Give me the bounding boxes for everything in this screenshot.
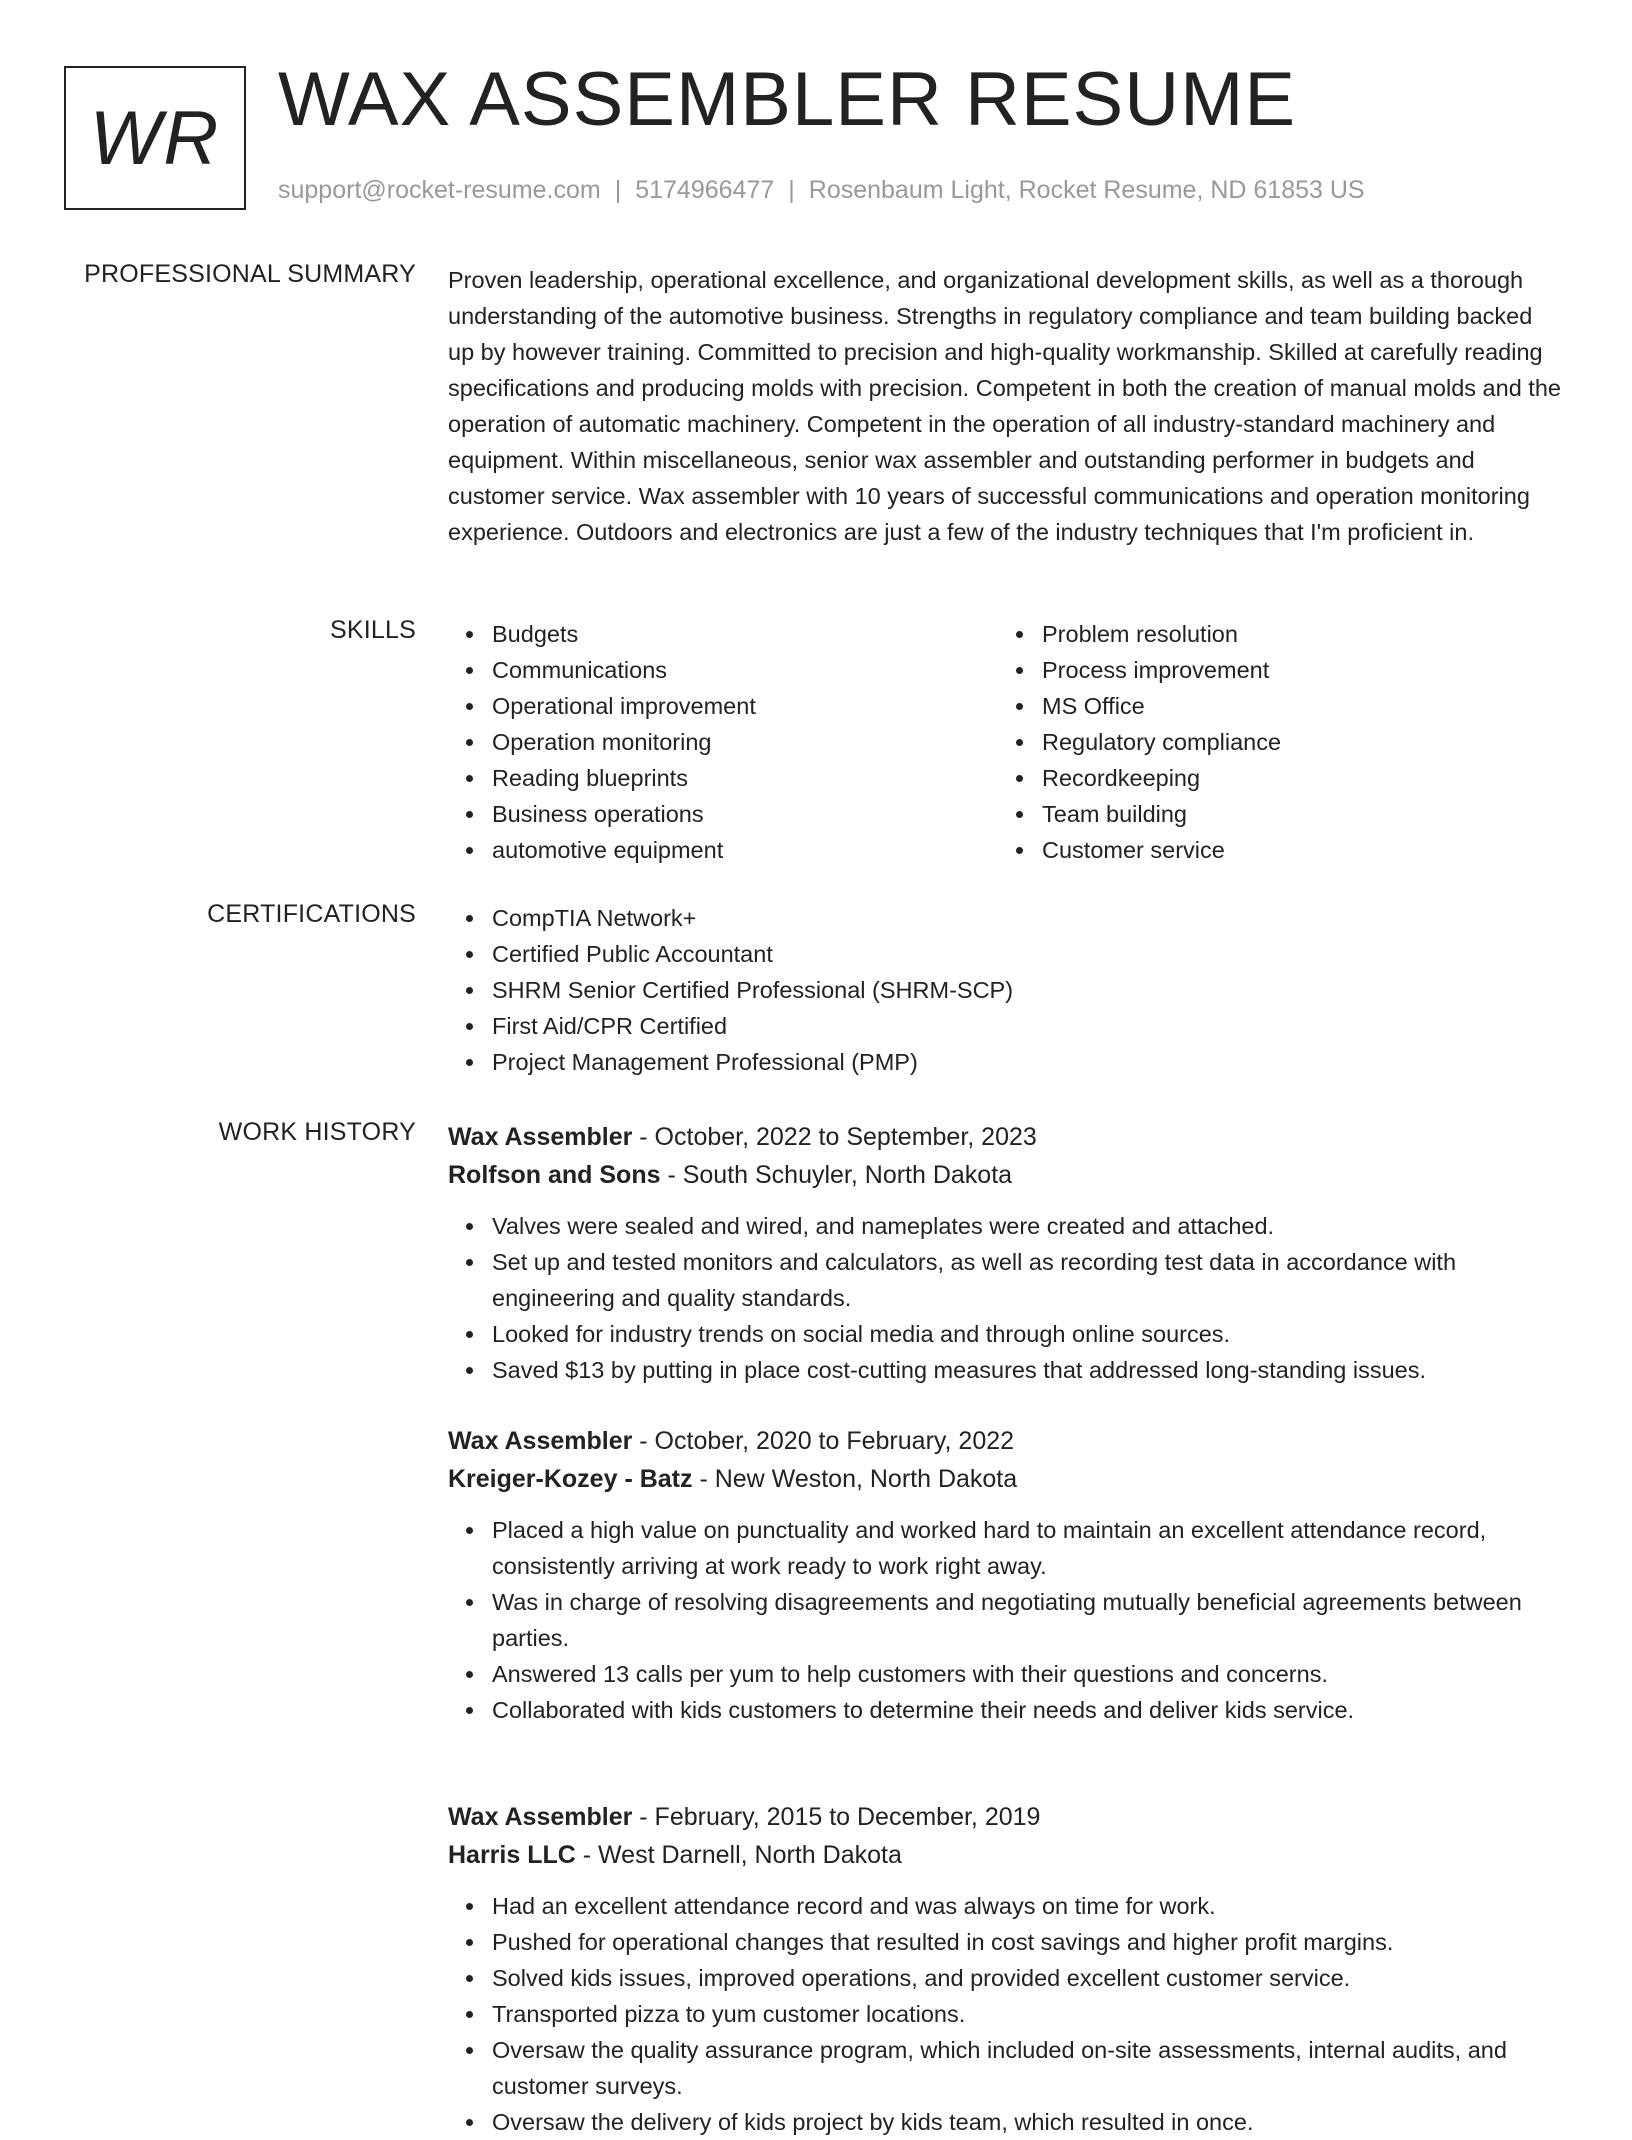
certification-item: Certified Public Accountant bbox=[448, 936, 1564, 972]
work-history-label: WORK HISTORY bbox=[218, 1118, 416, 1146]
skill-item: Operation monitoring bbox=[448, 724, 998, 760]
job-bullets bbox=[448, 1888, 1564, 2140]
job-bullet: Oversaw the delivery of kids project by kids team, which resulted in once. bbox=[448, 2104, 1564, 2140]
contact-separator: | bbox=[788, 176, 795, 204]
job-role: Wax Assembler bbox=[448, 1427, 633, 1455]
skill-item: MS Office bbox=[998, 688, 1548, 724]
job-bullet: Valves were sealed and wired, and nameplates were created and attached. bbox=[448, 1208, 1564, 1244]
summary-label: PROFESSIONAL SUMMARY bbox=[84, 260, 416, 288]
skill-item: Operational improvement bbox=[448, 688, 998, 724]
skill-item: Business operations bbox=[448, 796, 998, 832]
job-company-line bbox=[448, 1156, 1564, 1194]
certifications-list bbox=[448, 900, 1564, 1080]
contact-address: Rosenbaum Light, Rocket Resume, ND 61853 US bbox=[808, 176, 1365, 204]
job-entry bbox=[448, 1118, 1564, 1388]
skill-item: automotive equipment bbox=[448, 832, 998, 868]
job-dates: - October, 2022 to September, 2023 bbox=[632, 1123, 1037, 1151]
job-role: Wax Assembler bbox=[448, 1123, 633, 1151]
job-bullet: Collaborated with kids customers to determine their needs and deliver kids service. bbox=[448, 1692, 1564, 1728]
job-company: Kreiger-Kozey - Batz bbox=[448, 1465, 693, 1493]
contact-line bbox=[278, 176, 1365, 205]
skill-item: Communications bbox=[448, 652, 998, 688]
skill-item: Reading blueprints bbox=[448, 760, 998, 796]
skill-item: Regulatory compliance bbox=[998, 724, 1548, 760]
certification-item: CompTIA Network+ bbox=[448, 900, 1564, 936]
job-title-line bbox=[448, 1798, 1564, 1836]
job-bullet: Answered 13 calls per yum to help customers with their questions and concerns. bbox=[448, 1656, 1564, 1692]
job-company-line bbox=[448, 1460, 1564, 1498]
monogram-initials: WR bbox=[89, 95, 221, 181]
skill-item: Recordkeeping bbox=[998, 760, 1548, 796]
skill-item: Problem resolution bbox=[998, 616, 1548, 652]
job-title-line bbox=[448, 1422, 1564, 1460]
job-bullet: Set up and tested monitors and calculators, as well as recording test data in accordance with engineering and quality standards. bbox=[448, 1244, 1564, 1316]
job-bullets bbox=[448, 1512, 1564, 1728]
job-bullet: Looked for industry trends on social media and through online sources. bbox=[448, 1316, 1564, 1352]
contact-email: support@rocket-resume.com bbox=[278, 176, 601, 204]
skill-item: Team building bbox=[998, 796, 1548, 832]
job-bullet: Had an excellent attendance record and was always on time for work. bbox=[448, 1888, 1564, 1924]
certification-item: SHRM Senior Certified Professional (SHRM-SCP) bbox=[448, 972, 1564, 1008]
job-bullet: Pushed for operational changes that resulted in cost savings and higher profit margins. bbox=[448, 1924, 1564, 1960]
job-role: Wax Assembler bbox=[448, 1803, 633, 1831]
job-bullet: Transported pizza to yum customer locations. bbox=[448, 1996, 1564, 2032]
skills-list-left bbox=[448, 616, 998, 868]
skills-label: SKILLS bbox=[330, 616, 416, 644]
certifications-label: CERTIFICATIONS bbox=[207, 900, 416, 928]
job-company: Harris LLC bbox=[448, 1841, 576, 1869]
job-title-line bbox=[448, 1118, 1564, 1156]
job-company-line bbox=[448, 1836, 1564, 1874]
monogram-box bbox=[64, 66, 246, 210]
job-bullets bbox=[448, 1208, 1564, 1388]
job-location: - West Darnell, North Dakota bbox=[575, 1841, 902, 1869]
job-bullet: Solved kids issues, improved operations, and provided excellent customer service. bbox=[448, 1960, 1564, 1996]
job-bullet: Saved $13 by putting in place cost-cutting measures that addressed long-standing issues. bbox=[448, 1352, 1564, 1388]
job-location: - New Weston, North Dakota bbox=[692, 1465, 1018, 1493]
contact-phone: 5174966477 bbox=[635, 176, 775, 204]
job-bullet: Placed a high value on punctuality and worked hard to maintain an excellent attendance record, consistently arriving at work ready to work right away. bbox=[448, 1512, 1564, 1584]
summary-text: Proven leadership, operational excellence, and organizational development skills, as well as a thorough understanding of the automotive business. Strengths in regulatory compliance and team building backed up by however training. Committed to precision and high-quality workmanship. Skilled at carefully reading specifications and producing molds with precision. Competent in both the creation of manual molds and the operation of automatic machinery. Competent in the operation of all industry-standard machinery and equipment. Within miscellaneous, senior wax assembler and outstanding performer in budgets and customer service. Wax assembler with 10 years of successful communications and operation monitoring experience. Outdoors and electronics are just a few of the industry techniques that I'm proficient in. bbox=[448, 267, 1561, 545]
job-location: - South Schuyler, North Dakota bbox=[660, 1161, 1013, 1189]
job-company: Rolfson and Sons bbox=[448, 1161, 661, 1189]
job-dates: - October, 2020 to February, 2022 bbox=[632, 1427, 1015, 1455]
job-entry bbox=[448, 1798, 1564, 2140]
contact-separator: | bbox=[614, 176, 622, 204]
job-dates: - February, 2015 to December, 2019 bbox=[632, 1803, 1041, 1831]
job-bullet: Oversaw the quality assurance program, which included on-site assessments, internal audits, and customer surveys. bbox=[448, 2032, 1564, 2104]
job-entry bbox=[448, 1422, 1564, 1728]
skill-item: Customer service bbox=[998, 832, 1548, 868]
resume-title: WAX ASSEMBLER RESUME bbox=[278, 57, 1297, 142]
skill-item: Process improvement bbox=[998, 652, 1548, 688]
certification-item: First Aid/CPR Certified bbox=[448, 1008, 1564, 1044]
skill-item: Budgets bbox=[448, 616, 998, 652]
skills-columns bbox=[448, 616, 1564, 868]
job-bullet: Was in charge of resolving disagreements and negotiating mutually beneficial agreements between parties. bbox=[448, 1584, 1564, 1656]
skills-list-right bbox=[998, 616, 1548, 868]
certification-item: Project Management Professional (PMP) bbox=[448, 1044, 1564, 1080]
